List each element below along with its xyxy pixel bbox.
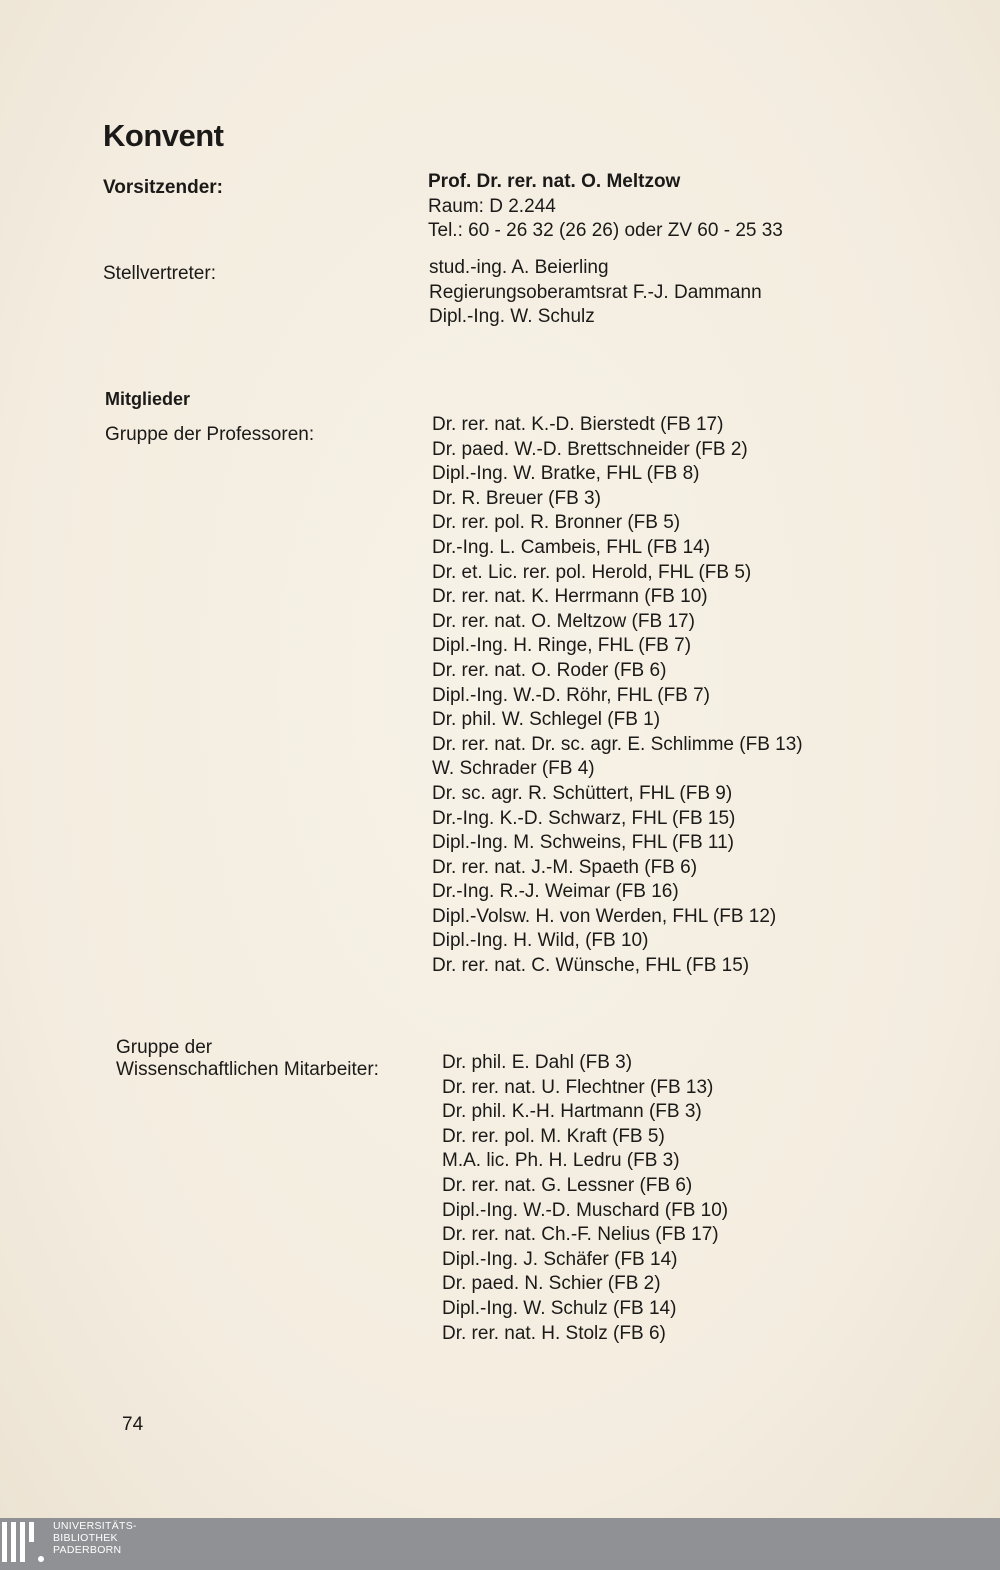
list-item: Dipl.-Ing. W.-D. Röhr, FHL (FB 7) [432, 684, 711, 706]
vorsitzender-label: Vorsitzender: [103, 177, 224, 198]
footer-bar [0, 1518, 1000, 1570]
list-item: Dr. rer. nat. C. Wünsche, FHL (FB 15) [432, 955, 750, 977]
page-title: Konvent [103, 118, 224, 153]
list-item: Dr. phil. W. Schlegel (FB 1) [432, 709, 661, 731]
list-item: Dipl.-Ing. M. Schweins, FHL (FB 11) [432, 832, 734, 854]
list-item: Dipl.-Ing. H. Wild, (FB 10) [432, 930, 649, 952]
mitglieder-heading: Mitglieder [105, 389, 191, 409]
professoren-label: Gruppe der Professoren: [105, 424, 315, 445]
vorsitzender-room: Raum: D 2.244 [428, 195, 556, 217]
list-item: Dr. rer. nat. J.-M. Spaeth (FB 6) [432, 856, 698, 878]
list-item: Dipl.-Ing. H. Ringe, FHL (FB 7) [432, 635, 692, 657]
list-item: Dipl.-Ing. W. Schulz (FB 14) [442, 1297, 677, 1319]
list-item: Dr. rer. nat. K.-D. Bierstedt (FB 17) [432, 414, 724, 435]
stellvertreter-list [429, 256, 762, 330]
vorsitzender-phone: Tel.: 60 - 26 32 (26 26) oder ZV 60 - 25 33 [428, 220, 783, 242]
list-item: Dipl.-Volsw. H. von Werden, FHL (FB 12) [432, 905, 777, 927]
list-item: Dr. rer. nat. O. Meltzow (FB 17) [432, 610, 695, 632]
list-item: Dr.-Ing. K.-D. Schwarz, FHL (FB 15) [432, 807, 736, 829]
list-item: Dr. rer. nat. O. Roder (FB 6) [432, 659, 667, 681]
list-item: Dr. phil. E. Dahl (FB 3) [442, 1052, 633, 1073]
list-item: Dr. phil. K.-H. Hartmann (FB 3) [442, 1101, 702, 1123]
logo-text-line: UNIVERSITÄTS- [53, 1520, 137, 1532]
library-logo-icon [2, 1522, 46, 1566]
professoren-list [432, 413, 803, 979]
list-item: Dr. rer. nat. G. Lessner (FB 6) [442, 1174, 693, 1196]
list-item: Dipl.-Ing. W. Bratke, FHL (FB 8) [432, 463, 700, 485]
page-number: 74 [122, 1414, 144, 1435]
list-item: Dr. rer. pol. M. Kraft (FB 5) [442, 1125, 665, 1147]
list-item: Dr. R. Breuer (FB 3) [432, 487, 601, 509]
list-item: M.A. lic. Ph. H. Ledru (FB 3) [442, 1150, 680, 1172]
logo-text-line: PADERBORN [53, 1544, 122, 1556]
list-item: Dr. et. Lic. rer. pol. Herold, FHL (FB 5) [432, 561, 752, 583]
vorsitzender-name: Prof. Dr. rer. nat. O. Meltzow [428, 171, 681, 192]
list-item: W. Schrader (FB 4) [432, 758, 595, 780]
list-item: Dr.-Ing. R.-J. Weimar (FB 16) [432, 881, 679, 903]
list-item: Dipl.-Ing. J. Schäfer (FB 14) [442, 1248, 678, 1270]
list-item: stud.-ing. A. Beierling [429, 257, 609, 278]
list-item: Dr. rer. pol. R. Bronner (FB 5) [432, 512, 681, 534]
list-item: Dr. rer. nat. H. Stolz (FB 6) [442, 1322, 666, 1344]
list-item: Dr. paed. W.-D. Brettschneider (FB 2) [432, 438, 748, 460]
mitarbeiter-list [442, 1051, 728, 1346]
list-item: Dr. sc. agr. R. Schüttert, FHL (FB 9) [432, 782, 733, 804]
list-item: Dr. rer. nat. K. Herrmann (FB 10) [432, 586, 708, 608]
mitarbeiter-label-line1: Gruppe der [116, 1037, 213, 1058]
list-item: Dipl.-Ing. W.-D. Muschard (FB 10) [442, 1199, 729, 1221]
list-item: Dr. rer. nat. Ch.-F. Nelius (FB 17) [442, 1224, 719, 1246]
logo-text-line: BIBLIOTHEK [53, 1532, 118, 1544]
list-item: Dr. rer. nat. Dr. sc. agr. E. Schlimme (FB 13) [432, 733, 803, 755]
vorsitzender-details [428, 170, 783, 244]
list-item: Dipl.-Ing. W. Schulz [429, 306, 595, 328]
list-item: Dr. rer. nat. U. Flechtner (FB 13) [442, 1076, 714, 1098]
list-item: Regierungsoberamtsrat F.-J. Dammann [429, 281, 762, 303]
list-item: Dr. paed. N. Schier (FB 2) [442, 1273, 661, 1295]
list-item: Dr.-Ing. L. Cambeis, FHL (FB 14) [432, 536, 711, 558]
stellvertreter-label: Stellvertreter: [103, 263, 216, 284]
library-logo-text [53, 1520, 137, 1556]
mitarbeiter-label-line2: Wissenschaftlichen Mitarbeiter: [116, 1059, 379, 1080]
